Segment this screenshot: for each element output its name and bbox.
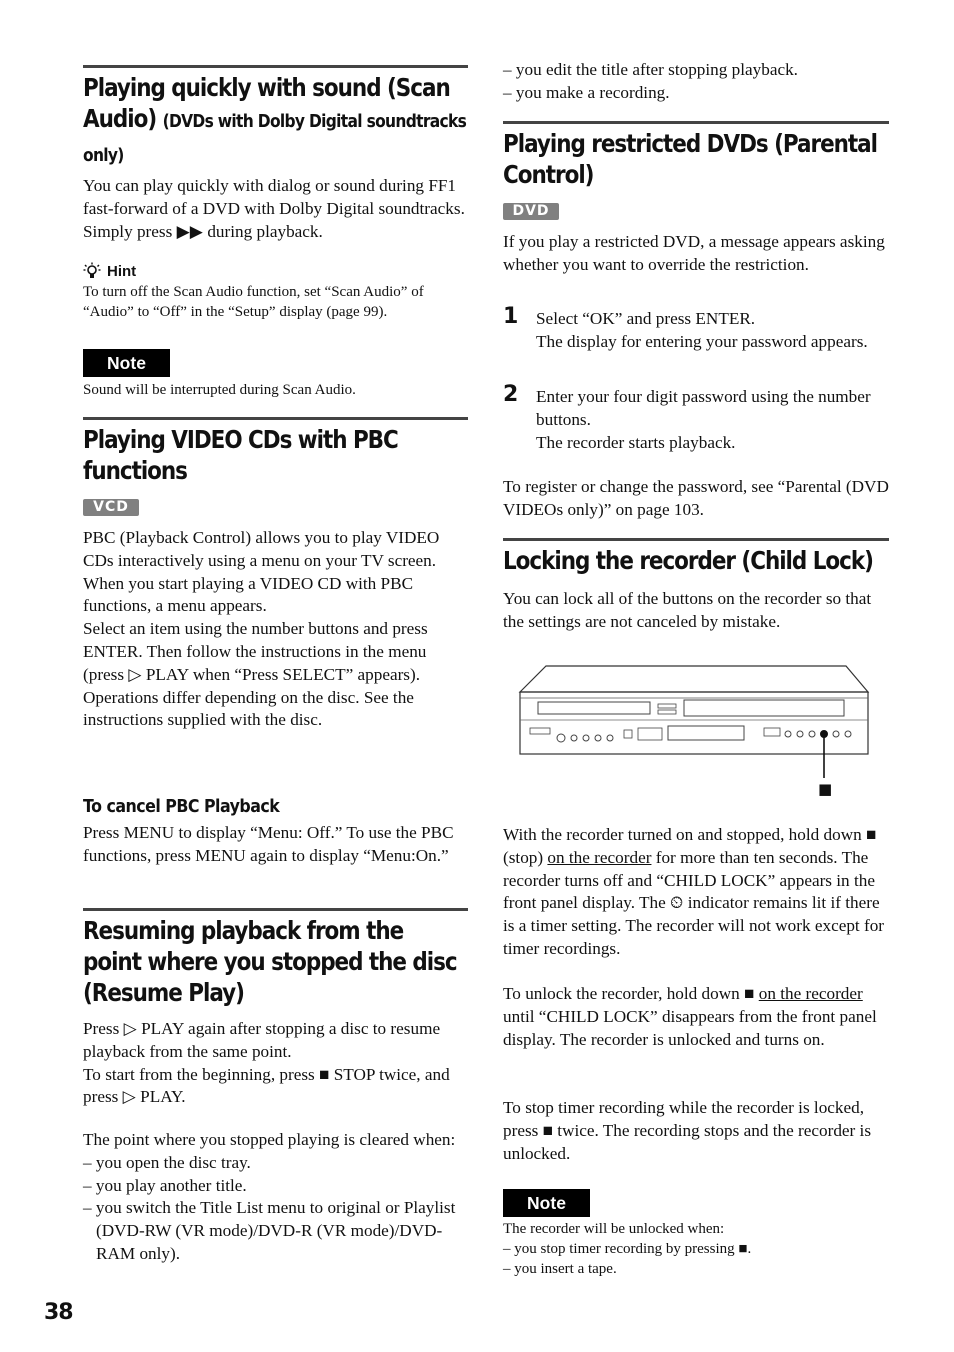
note-label: Note (83, 349, 170, 377)
resume-item: – you play another title. (83, 1175, 247, 1195)
dvd-badge: DVD (503, 203, 559, 220)
stop-callout: ■ (818, 780, 833, 798)
child-lock-p1-b: for more than ten seconds. The recorder turns off and “CHILD LOCK” appears in the front panel display. The ⏲ indicator remains lit if there is a timer setting. The recorder will not work except for timer recordings. (503, 847, 885, 958)
resume-cont-item: – you make a recording. (503, 82, 670, 102)
parental-step-2 (503, 382, 889, 454)
scan-audio-body: You can play quickly with dialog or sound during FF1 fast-forward of a DVD with Dolby Digital soundtracks. Simply press ▶▶ during playback. (83, 176, 465, 241)
pbc-title: Playing VIDEO CDs with PBC functions (83, 425, 398, 485)
pbc-p1: PBC (Playback Control) allows you to play VIDEO CDs interactively using a menu on your TV screen. (83, 528, 440, 570)
lightbulb-icon (83, 262, 101, 280)
section-scan-audio (83, 65, 468, 171)
pbc-p3: Select an item using the number buttons and press ENTER. Then follow the instructions in the menu (press ▷ PLAY when “Press SELECT” appears). (83, 619, 428, 684)
note-text: Sound will be interrupted during Scan Audio. (83, 382, 356, 398)
child-lock-intro: You can lock all of the buttons on the recorder so that the settings are not canceled by mistake. (503, 589, 872, 631)
child-lock-p2-b: until “CHILD LOCK” disappears from the front panel display. The recorder is unlocked and turns on. (503, 1006, 877, 1049)
step-detail: The display for entering your password appears. (536, 331, 868, 351)
scan-audio-title: Playing quickly with sound (Scan Audio) (83, 73, 450, 133)
child-lock-note (503, 1189, 889, 1279)
resume-item: – you open the disc tray. (83, 1152, 251, 1172)
section-resume (83, 908, 468, 1008)
cancel-pbc-title: To cancel PBC Playback (83, 796, 280, 817)
child-lock-p1 (503, 824, 889, 961)
pbc-p4: Operations differ depending on the disc. See the instructions supplied with the disc. (83, 687, 414, 730)
dvd-badge-row (503, 202, 889, 220)
recorder-illustration (518, 664, 874, 804)
section-pbc (83, 417, 468, 486)
section-child-lock (503, 538, 889, 576)
resume-cleared (83, 1129, 468, 1266)
page-number: 38 (44, 1300, 73, 1325)
parental-register: To register or change the password, see “Parental (DVD VIDEOs only)” on page 103. (503, 477, 889, 519)
parental-intro: If you play a restricted DVD, a message appears asking whether you want to override the restriction. (503, 232, 885, 274)
child-lock-p3: To stop timer recording while the recorder is locked, press ■ twice. The recording stops and the recorder is unlocked. (503, 1098, 872, 1163)
resume-p3: The point where you stopped playing is cleared when: (83, 1130, 456, 1149)
hint-label: Hint (107, 262, 137, 280)
step-detail: The recorder starts playback. (536, 432, 736, 452)
cancel-pbc-text: Press MENU to display “Menu: Off.” To use the PBC functions, press MENU again to display “Menu:On.” (83, 823, 454, 865)
section-parental (503, 121, 889, 190)
resume-p1: Press ▷ PLAY again after stopping a disc to resume playback from the same point. (83, 1019, 441, 1061)
child-lock-p2-a: To unlock the recorder, hold down ■ (503, 984, 759, 1003)
on-the-recorder-link: on the recorder (758, 984, 863, 1003)
child-lock-title: Locking the recorder (Child Lock) (503, 546, 873, 575)
scan-audio-note (83, 349, 468, 400)
vcd-badge-row (83, 498, 468, 516)
step-text: Select “OK” and press ENTER. (536, 309, 756, 328)
child-lock-p1-a: With the recorder turned on and stopped, hold down ■ (stop) (503, 825, 877, 867)
child-lock-p2 (503, 983, 889, 1051)
resume-item: – you switch the Title List menu to original or Playlist (DVD-RW (VR mode)/DVD-R (VR mode)/DVD-RAM only). (83, 1198, 456, 1263)
note-line: – you insert a tape. (503, 1261, 617, 1277)
vcd-badge: VCD (83, 499, 139, 516)
parental-step-1 (503, 304, 889, 354)
scan-audio-subtitle: (DVDs with Dolby Digital soundtracks only) (83, 111, 467, 166)
pbc-p2: When you start playing a VIDEO CD with PBC functions, a menu appears. (83, 573, 414, 616)
step-text: Enter your four digit password using the number buttons. (536, 387, 871, 429)
resume-body (83, 1018, 468, 1109)
pbc-body (83, 527, 468, 732)
hint-block (83, 262, 468, 322)
note-line: – you stop timer recording by pressing ■. (503, 1241, 752, 1257)
note-label: Note (503, 1189, 590, 1217)
resume-continued (503, 59, 889, 105)
resume-p2: To start from the beginning, press ■ STOP twice, and press ▷ PLAY. (83, 1064, 450, 1107)
parental-title: Playing restricted DVDs (Parental Control) (503, 129, 877, 189)
resume-title: Resuming playback from the point where you stopped the disc (Resume Play) (83, 916, 457, 1007)
step-number: 1 (503, 304, 519, 329)
hint-text: To turn off the Scan Audio function, set “Scan Audio” of “Audio” to “Off” in the “Setup” display (page 99). (83, 284, 424, 320)
scan-audio-heading (83, 68, 467, 171)
resume-cont-item: – you edit the title after stopping playback. (503, 60, 798, 79)
on-the-recorder-link: on the recorder (547, 847, 652, 867)
note-line: The recorder will be unlocked when: (503, 1221, 725, 1237)
step-number: 2 (503, 382, 519, 407)
